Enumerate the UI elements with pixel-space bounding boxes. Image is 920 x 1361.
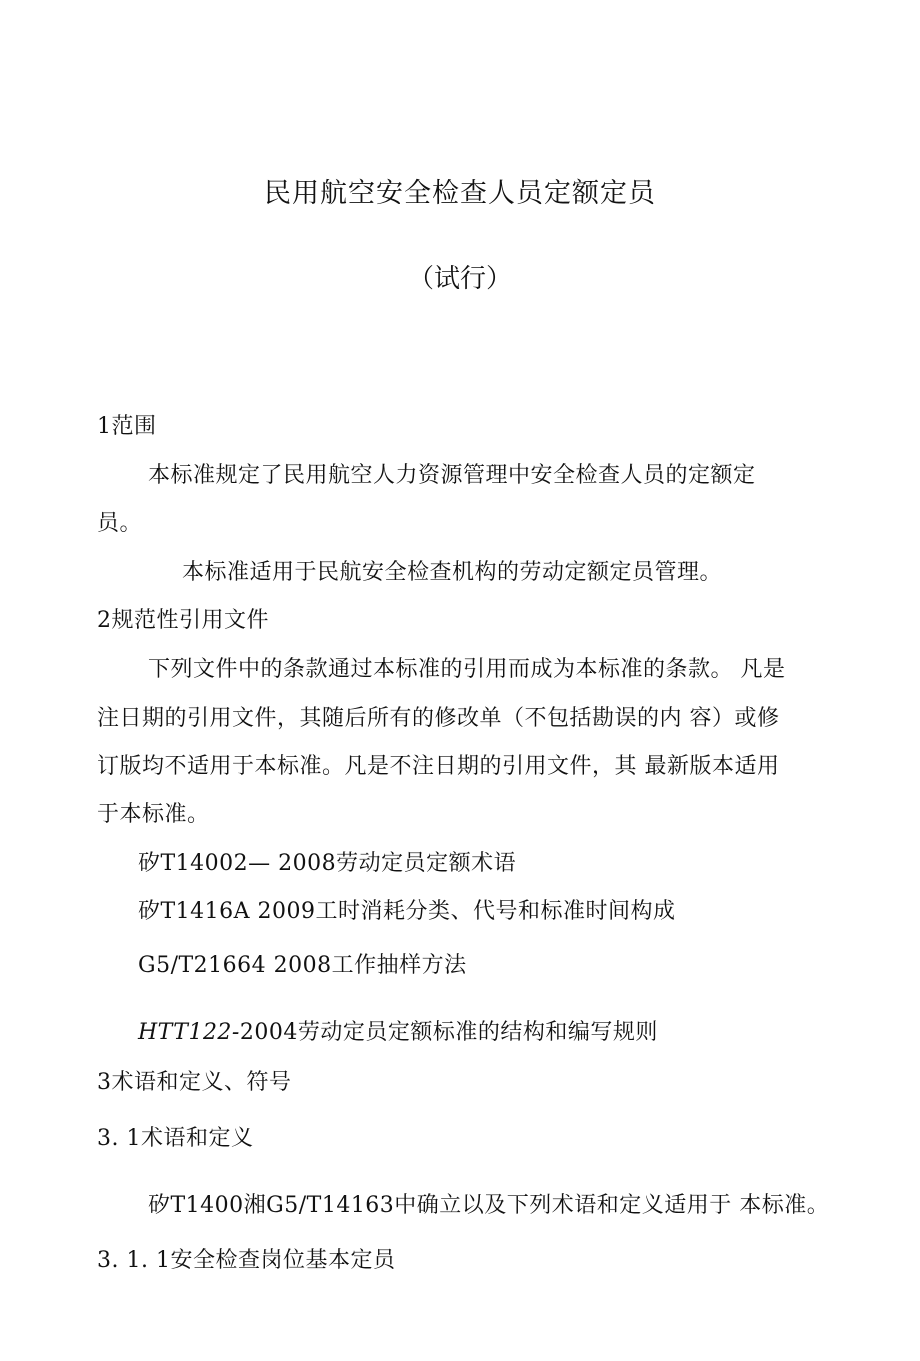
section-2-paragraph-line-3: 订版均不适用于本标准。凡是不注日期的引用文件，其 最新版本适用 — [97, 754, 780, 779]
reference-1: 矽T14002— 2008劳动定员定额术语 — [138, 851, 517, 876]
section-3-1-heading: 3. 1术语和定义 — [97, 1126, 254, 1151]
section-3-heading: 3术语和定义、符号 — [97, 1070, 292, 1095]
reference-2: 矽T1416A 2009工时消耗分类、代号和标准时间构成 — [138, 899, 676, 924]
section-2-heading: 2规范性引用文件 — [97, 608, 269, 633]
reference-4 — [138, 1018, 658, 1048]
section-2-paragraph-line-1: 下列文件中的条款通过本标准的引用而成为本标准的条款。 凡是 — [148, 657, 786, 682]
section-1-paragraph-2: 本标准适用于民航安全检查机构的劳动定额定员管理。 — [182, 560, 723, 585]
reference-3: G5/T21664 2008工作抽样方法 — [138, 953, 467, 978]
section-2-paragraph-line-2: 注日期的引用文件，其随后所有的修改单（不包括勘误的内 容）或修 — [97, 706, 780, 731]
section-1-heading: 1范围 — [97, 414, 157, 439]
section-2-paragraph-line-4: 于本标准。 — [97, 802, 210, 827]
section-1-paragraph-1-line-2: 员。 — [97, 511, 143, 536]
reference-4-title: 2004劳动定员定额标准的结构和编写规则 — [239, 1020, 658, 1045]
section-1-paragraph-1-line-1: 本标准规定了民用航空人力资源管理中安全检查人员的定额定 — [148, 463, 756, 488]
section-3-1-1-heading: 3. 1. 1安全检查岗位基本定员 — [97, 1248, 396, 1273]
document-title: 民用航空安全检查人员定额定员 — [264, 178, 656, 209]
document-subtitle: （试行） — [407, 264, 512, 294]
reference-4-code: HTT122- — [138, 1020, 240, 1045]
section-3-1-paragraph: 矽T1400湘G5/T14163中确立以及下列术语和定义适用于 本标准。 — [148, 1193, 830, 1218]
